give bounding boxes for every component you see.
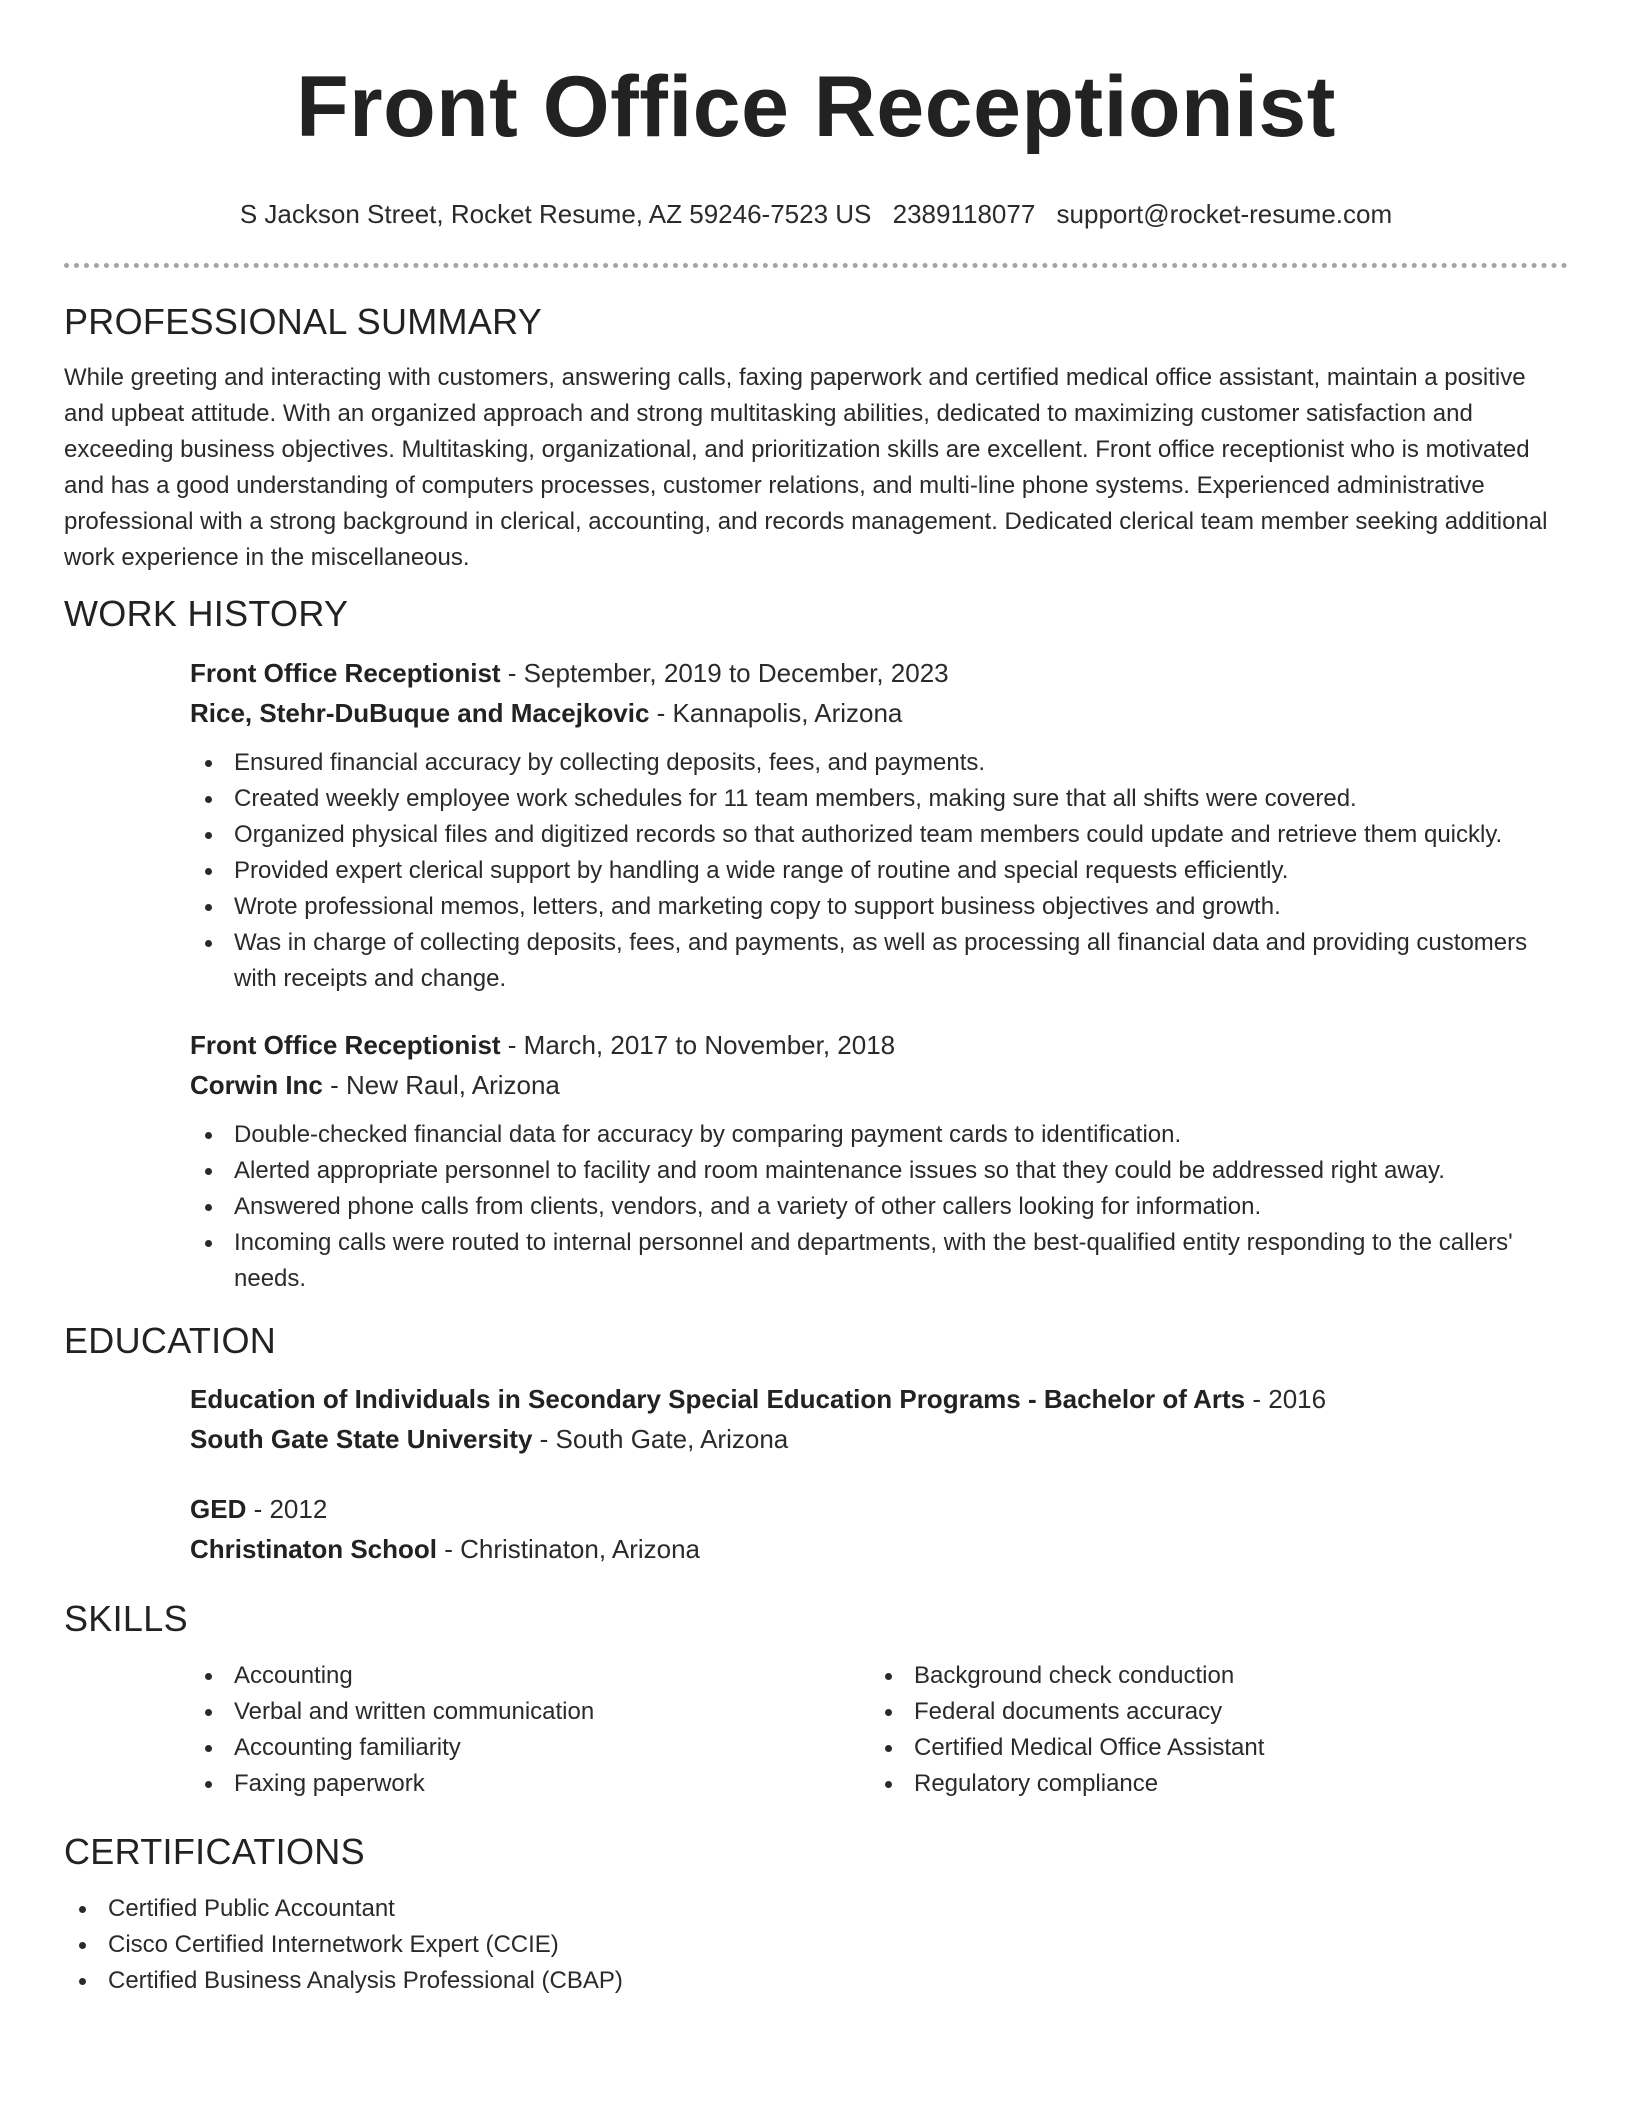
job-role: Front Office Receptionist xyxy=(190,658,501,688)
job-title-line xyxy=(190,1025,1568,1065)
duty-text: Was in charge of collecting deposits, fees, and payments, as well as processing all financial data and providing customers with receipts and change. xyxy=(234,929,1528,992)
bullet-icon xyxy=(205,1132,212,1139)
certification-text: Cisco Certified Internetwork Expert (CCIE) xyxy=(108,1931,559,1958)
certifications-list xyxy=(64,1891,1568,1999)
skill-text: Federal documents accuracy xyxy=(914,1698,1223,1725)
school-line xyxy=(190,1529,1568,1569)
bullet-icon xyxy=(79,1906,86,1913)
work-history-heading: WORK HISTORY xyxy=(64,593,349,634)
job-company: Rice, Stehr-DuBuque and Macejkovic xyxy=(190,698,650,728)
skill-text: Faxing paperwork xyxy=(234,1770,425,1797)
bullet-icon xyxy=(205,1709,212,1716)
degree-year: - 2012 xyxy=(246,1494,328,1524)
list-item xyxy=(64,1891,1568,1927)
duty-text: Incoming calls were routed to internal personnel and departments, with the best-qualified entity responding to the callers' needs. xyxy=(234,1229,1513,1292)
bullet-icon xyxy=(205,1204,212,1211)
list-item xyxy=(190,1766,870,1802)
degree-line xyxy=(190,1379,1568,1419)
list-item xyxy=(870,1730,1550,1766)
list-item xyxy=(190,1658,870,1694)
job-company-line xyxy=(190,1065,1568,1105)
school-name: South Gate State University xyxy=(190,1424,533,1454)
job-duties-list xyxy=(190,745,1568,997)
bullet-icon xyxy=(885,1781,892,1788)
bullet-icon xyxy=(205,904,212,911)
duty-text: Ensured financial accuracy by collecting deposits, fees, and payments. xyxy=(234,749,986,776)
list-item xyxy=(870,1658,1550,1694)
contact-phone: 2389118077 xyxy=(892,199,1036,229)
list-item xyxy=(190,1117,1568,1153)
bullet-icon xyxy=(205,760,212,767)
duty-text: Provided expert clerical support by handling a wide range of routine and special requests efficiently. xyxy=(234,857,1289,884)
summary-text: While greeting and interacting with customers, answering calls, faxing paperwork and certified medical office assistant, maintain a positive and upbeat attitude. With an organized approach and strong multitasking abilities, dedicated to maximizing customer satisfaction and exceeding business objectives. Multitasking, organizational, and prioritization skills are excellent. Front office receptionist who is motivated and has a good understanding of computers processes, customer relations, and multi-line phone systems. Experienced administrative professional with a strong background in clerical, accounting, and records management. Dedicated clerical team member seeking additional work experience in the miscellaneous. xyxy=(64,364,1548,571)
header-divider xyxy=(64,263,1568,268)
bullet-icon xyxy=(205,1673,212,1680)
list-item xyxy=(190,1225,1568,1297)
list-item xyxy=(190,817,1568,853)
degree-year: - 2016 xyxy=(1245,1384,1327,1414)
summary-heading: PROFESSIONAL SUMMARY xyxy=(64,301,543,342)
bullet-icon xyxy=(79,1978,86,1985)
bullet-icon xyxy=(885,1745,892,1752)
job-dates: - March, 2017 to November, 2018 xyxy=(500,1030,896,1060)
list-item xyxy=(870,1766,1550,1802)
job-company-line xyxy=(190,693,1568,733)
school-location: - South Gate, Arizona xyxy=(532,1424,789,1454)
bullet-icon xyxy=(205,1240,212,1247)
list-item xyxy=(190,745,1568,781)
degree-name: Education of Individuals in Secondary Special Education Programs - Bachelor of Arts xyxy=(190,1384,1246,1414)
bullet-icon xyxy=(205,1745,212,1752)
skills-list-left xyxy=(190,1658,870,1802)
skills-heading: SKILLS xyxy=(64,1598,188,1639)
school-line xyxy=(190,1419,1568,1459)
education-entry xyxy=(190,1379,1568,1459)
skill-text: Background check conduction xyxy=(914,1662,1235,1689)
job-role: Front Office Receptionist xyxy=(190,1030,501,1060)
contact-email: support@rocket-resume.com xyxy=(1056,199,1393,229)
skill-text: Regulatory compliance xyxy=(914,1770,1159,1797)
bullet-icon xyxy=(205,796,212,803)
education-heading: EDUCATION xyxy=(64,1320,277,1361)
bullet-icon xyxy=(205,868,212,875)
job-title-line xyxy=(190,653,1568,693)
skill-text: Verbal and written communication xyxy=(234,1698,595,1725)
duty-text: Alerted appropriate personnel to facility and room maintenance issues so that they could be addressed right away. xyxy=(234,1157,1445,1184)
duty-text: Created weekly employee work schedules for 11 team members, making sure that all shifts were covered. xyxy=(234,785,1357,812)
bullet-icon xyxy=(205,1781,212,1788)
skill-text: Accounting xyxy=(234,1662,353,1689)
bullet-icon xyxy=(885,1673,892,1680)
job-dates: - September, 2019 to December, 2023 xyxy=(500,658,949,688)
school-name: Christinaton School xyxy=(190,1534,437,1564)
bullet-icon xyxy=(205,832,212,839)
school-location: - Christinaton, Arizona xyxy=(437,1534,701,1564)
list-item xyxy=(190,781,1568,817)
duty-text: Double-checked financial data for accuracy by comparing payment cards to identification. xyxy=(234,1121,1182,1148)
bullet-icon xyxy=(885,1709,892,1716)
certification-text: Certified Public Accountant xyxy=(108,1895,395,1922)
job-company: Corwin Inc xyxy=(190,1070,323,1100)
job-duties-list xyxy=(190,1117,1568,1297)
job-entry xyxy=(190,653,1568,997)
skills-grid xyxy=(190,1658,1568,1802)
duty-text: Wrote professional memos, letters, and marketing copy to support business objectives and growth. xyxy=(234,893,1281,920)
list-item xyxy=(190,889,1568,925)
list-item xyxy=(190,1694,870,1730)
list-item xyxy=(190,853,1568,889)
bullet-icon xyxy=(205,940,212,947)
job-location: - Kannapolis, Arizona xyxy=(649,698,903,728)
degree-name: GED xyxy=(190,1494,247,1524)
list-item xyxy=(870,1694,1550,1730)
skill-text: Accounting familiarity xyxy=(234,1734,461,1761)
education-entry xyxy=(190,1489,1568,1569)
contact-line xyxy=(64,198,1568,230)
list-item xyxy=(190,1730,870,1766)
list-item xyxy=(64,1963,1568,1999)
list-item xyxy=(190,925,1568,997)
bullet-icon xyxy=(79,1942,86,1949)
job-entry xyxy=(190,1025,1568,1297)
contact-address: S Jackson Street, Rocket Resume, AZ 59246-7523 US xyxy=(239,199,872,229)
certification-text: Certified Business Analysis Professional (CBAP) xyxy=(108,1967,623,1994)
degree-line xyxy=(190,1489,1568,1529)
certifications-heading: CERTIFICATIONS xyxy=(64,1831,365,1872)
list-item xyxy=(190,1189,1568,1225)
bullet-icon xyxy=(205,1168,212,1175)
job-location: - New Raul, Arizona xyxy=(322,1070,560,1100)
skills-list-right xyxy=(870,1658,1550,1802)
list-item xyxy=(190,1153,1568,1189)
skill-text: Certified Medical Office Assistant xyxy=(914,1734,1265,1761)
list-item xyxy=(64,1927,1568,1963)
resume-name: Front Office Receptionist xyxy=(296,59,1336,155)
duty-text: Organized physical files and digitized records so that authorized team members could update and retrieve them quickly. xyxy=(234,821,1503,848)
duty-text: Answered phone calls from clients, vendors, and a variety of other callers looking for information. xyxy=(234,1193,1262,1220)
